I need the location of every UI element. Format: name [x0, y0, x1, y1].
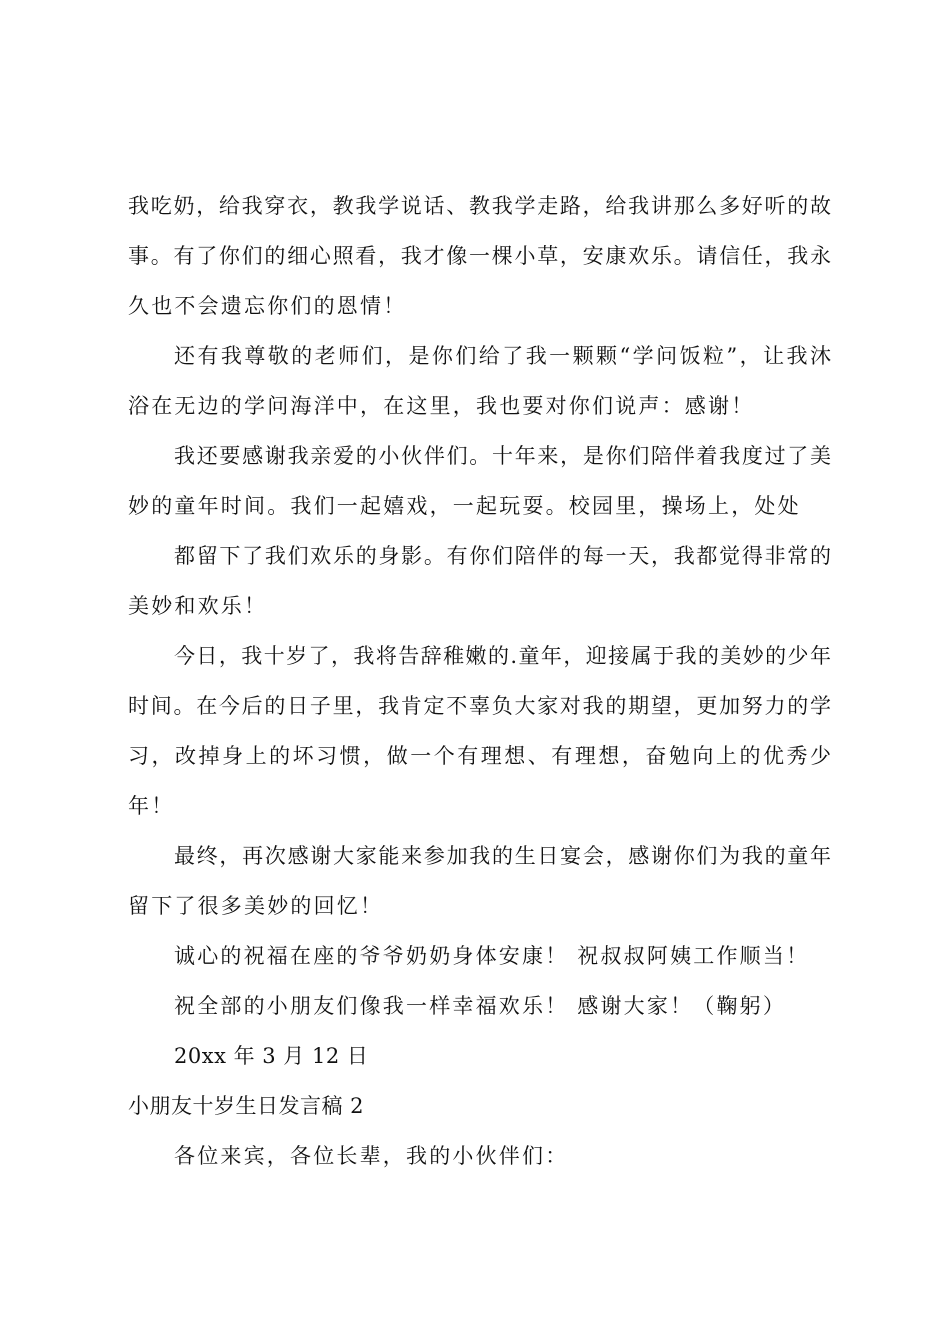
paragraph-line: 美妙和欢乐！ — [128, 594, 268, 618]
date-line: 20xx 年 3 月 12 日 — [174, 1044, 369, 1068]
paragraph-line: 久也不会遗忘你们的恩情！ — [128, 294, 407, 318]
greeting-line: 各位来宾，各位长辈，我的小伙伴们： — [174, 1144, 569, 1168]
wish-line: 祝全部的小朋友们像我一样幸福欢乐！ 感谢大家！（鞠躬） — [174, 994, 787, 1018]
paragraph-line: 都留下了我们欢乐的身影。有你们陪伴的每一天，我都觉得非常的 — [174, 544, 832, 568]
paragraph-line: 还有我尊敬的老师们，是你们给了我一颗颗“学问饭粒”，让我沐 — [174, 344, 832, 368]
paragraph-line: 事。有了你们的细心照看，我才像一棵小草，安康欢乐。请信任，我永 — [128, 244, 832, 268]
paragraph-line: 年！ — [128, 794, 175, 818]
paragraph-line: 我还要感谢我亲爱的小伙伴们。十年来，是你们陪伴着我度过了美 — [174, 444, 832, 468]
paragraph-line: 我吃奶，给我穿衣，教我学说话、教我学走路，给我讲那么多好听的故 — [128, 194, 832, 218]
wish-line: 诚心的祝福在座的爷爷奶奶身体安康！ 祝叔叔阿姨工作顺当！ — [174, 944, 810, 968]
paragraph-line: 浴在无边的学问海洋中，在这里，我也要对你们说声：感谢！ — [128, 394, 755, 418]
paragraph-line: 妙的童年时间。我们一起嬉戏，一起玩耍。校园里，操场上，处处 — [128, 494, 801, 518]
paragraph-line: 时间。在今后的日子里，我肯定不辜负大家对我的期望，更加努力的学 — [128, 694, 832, 718]
paragraph-line: 习，改掉身上的坏习惯，做一个有理想、有理想，奋勉向上的优秀少 — [128, 744, 832, 768]
paragraph-line: 留下了很多美妙的回忆！ — [128, 894, 384, 918]
paragraph-line: 今日，我十岁了，我将告辞稚嫩的.童年，迎接属于我的美妙的少年 — [174, 644, 832, 668]
paragraph-line: 最终，再次感谢大家能来参加我的生日宴会，感谢你们为我的童年 — [174, 844, 832, 868]
section-title: 小朋友十岁生日发言稿 2 — [128, 1094, 365, 1118]
